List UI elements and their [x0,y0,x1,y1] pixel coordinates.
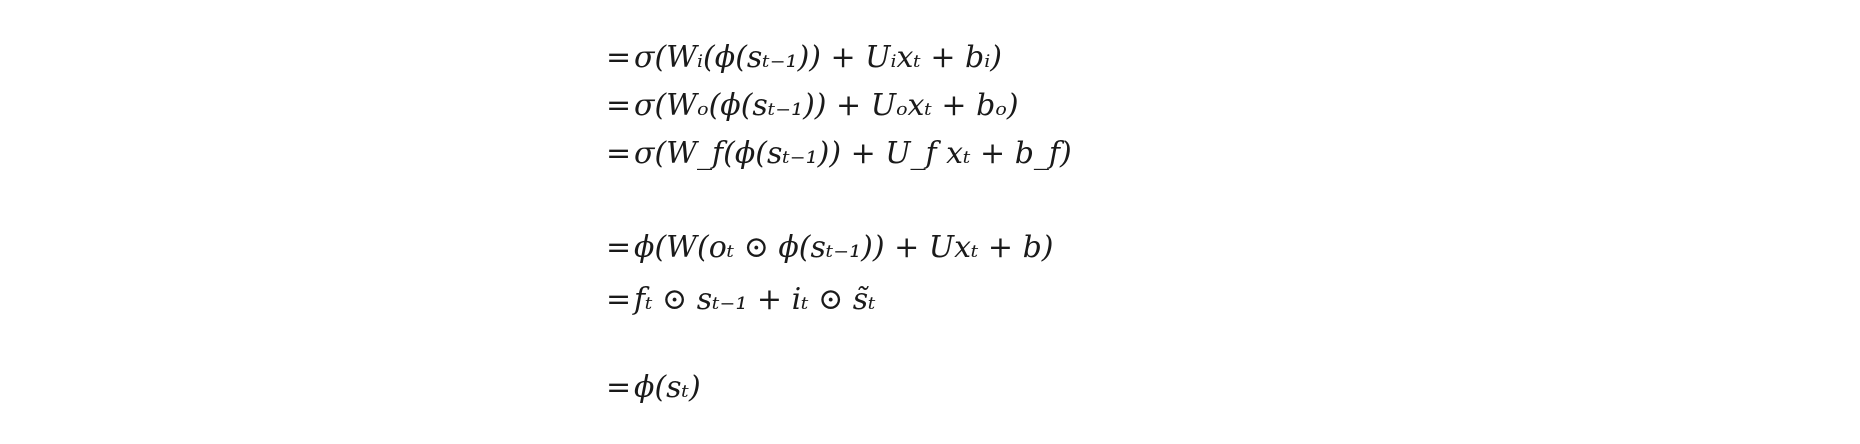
equals-sign: = [606,282,632,317]
equals-sign: = [606,88,632,123]
equals-sign: = [606,136,632,171]
equation-rhs: fₜ ⊙ sₜ₋₁ + iₜ ⊙ s̃ₜ [634,282,876,317]
equals-sign: = [606,230,632,265]
equation-rhs: σ(Wₒ(ϕ(sₜ₋₁)) + Uₒxₜ + bₒ) [634,88,1019,123]
equation-rhs: ϕ(W(oₜ ⊙ ϕ(sₜ₋₁)) + Uxₜ + b) [634,230,1054,265]
equation-rhs: σ(W_f(ϕ(sₜ₋₁)) + U_f xₜ + b_f) [634,136,1072,171]
equals-sign: = [606,40,632,75]
equation-rhs: ϕ(sₜ) [634,370,701,405]
equation-rhs: σ(Wᵢ(ϕ(sₜ₋₁)) + Uᵢxₜ + bᵢ) [634,40,1002,75]
equals-sign: = [606,370,632,405]
